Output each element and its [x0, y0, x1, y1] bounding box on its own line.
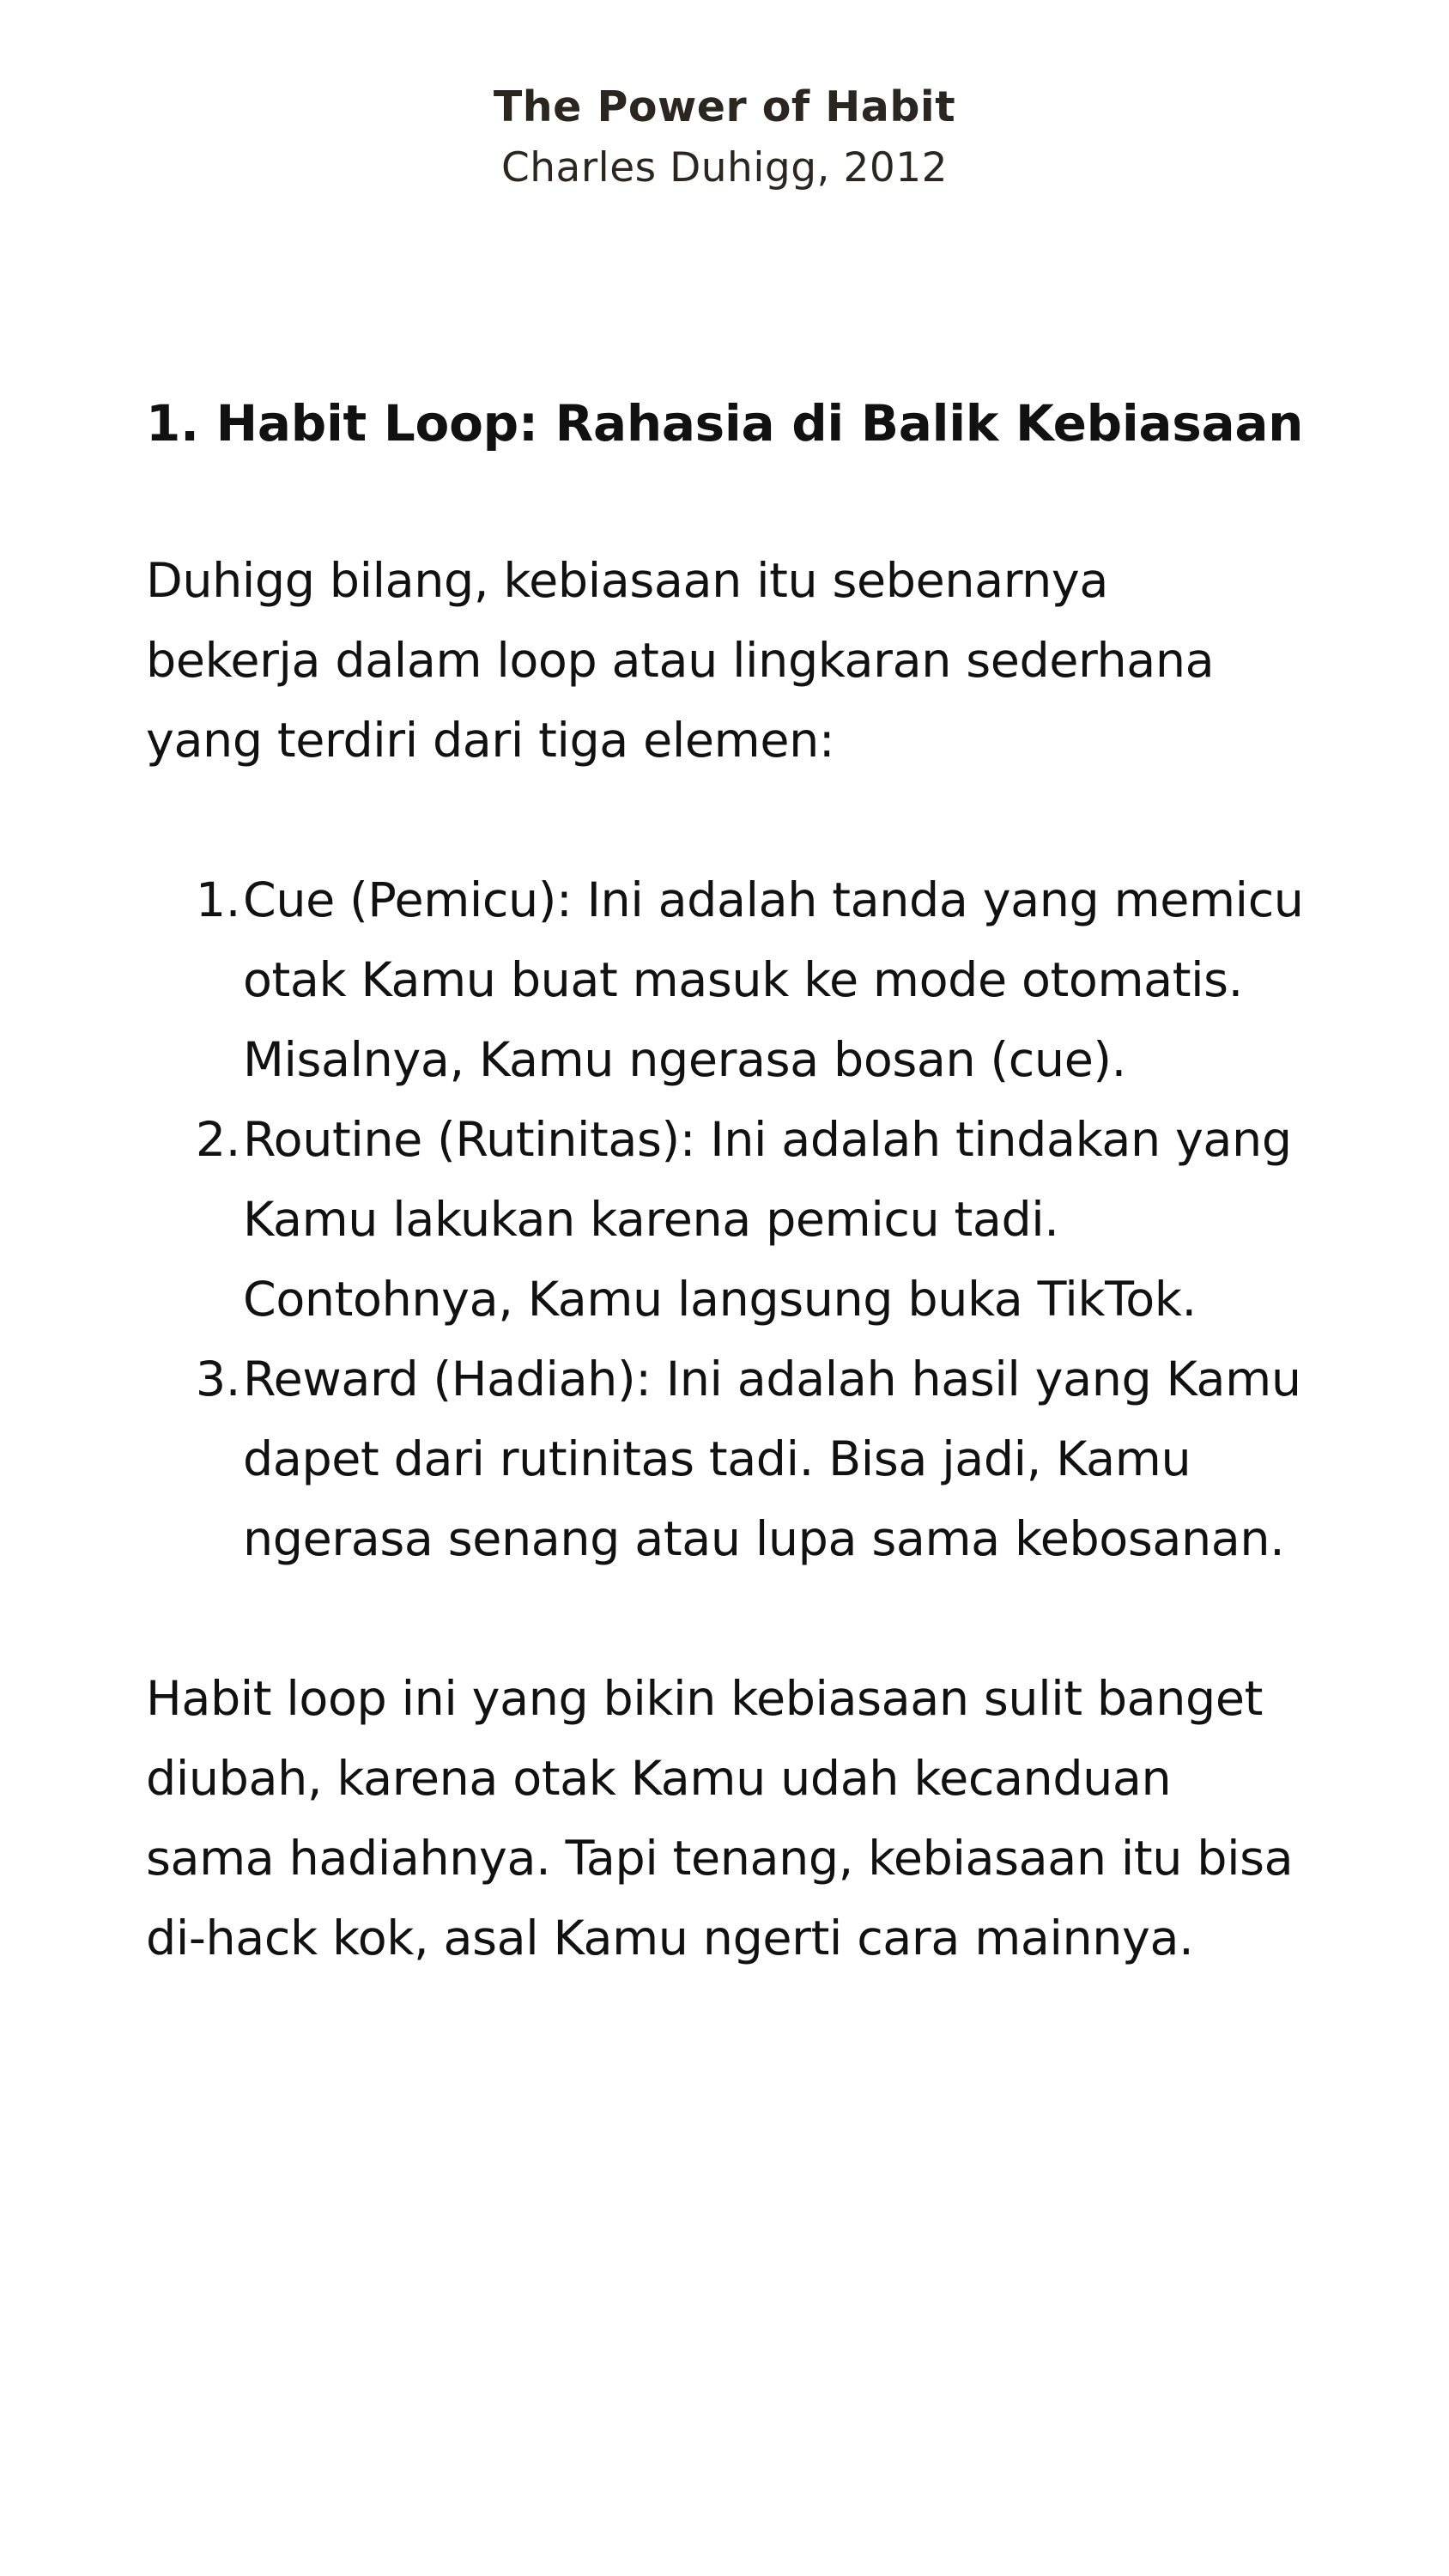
list-item-text: Cue (Pemicu): Ini adalah tanda yang memicu otak Kamu buat masuk ke mode otomatis. Misalnya, Kamu ngerasa bosan (cue).: [243, 872, 1304, 1088]
list-item-cue: [146, 860, 1320, 1100]
intro-paragraph: Duhigg bilang, kebiasaan itu sebenarnya bekerja dalam loop atau lingkaran sederhana yang terdiri dari tiga elemen:: [146, 553, 1215, 769]
list-item-reward: [146, 1340, 1320, 1579]
outro-paragraph: Habit loop ini yang bikin kebiasaan sulit banget diubah, karena otak Kamu udah kecanduan sama hadiahnya. Tapi tenang, kebiasaan itu bisa di-hack kok, asal Kamu ngerti cara mainnya.: [146, 1671, 1294, 1966]
section-heading: 1. Habit Loop: Rahasia di Balik Kebiasaan: [146, 394, 1304, 453]
list-number: 3.: [195, 1352, 240, 1407]
list-number: 1.: [195, 872, 240, 928]
habit-loop-list: [146, 860, 1331, 1579]
book-title: The Power of Habit: [493, 82, 956, 131]
list-item-routine: [146, 1100, 1320, 1340]
book-header: [0, 79, 1449, 201]
list-item-text: Reward (Hadiah): Ini adalah hasil yang Kamu dapet dari rutinitas tadi. Bisa jadi, Kamu ngerasa senang atau lupa sama kebosanan.: [243, 1352, 1301, 1567]
section-habit-loop: [146, 385, 1331, 1978]
list-number: 2.: [195, 1112, 240, 1168]
book-author-year: Charles Duhigg, 2012: [500, 144, 949, 191]
list-item-text: Routine (Rutinitas): Ini adalah tindakan yang Kamu lakukan karena pemicu tadi. Contohnya, Kamu langsung buka TikTok.: [243, 1112, 1292, 1327]
